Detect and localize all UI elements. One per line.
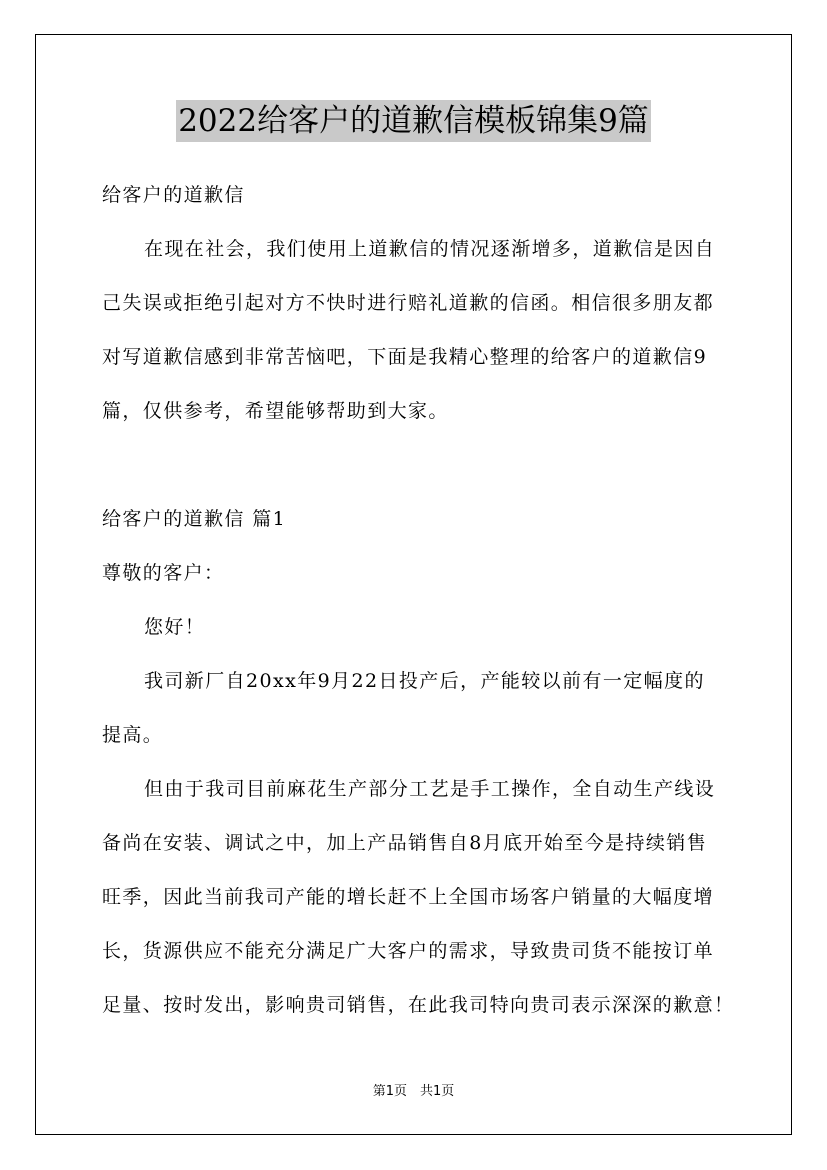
intro-line: 对写道歉信感到非常苦恼吧，下面是我精心整理的给客户的道歉信9 xyxy=(102,346,708,368)
intro-line: 在现在社会，我们使用上道歉信的情况逐渐增多，道歉信是因自 xyxy=(144,238,716,260)
intro-line: 己失误或拒绝引起对方不快时进行赔礼道歉的信函。相信很多朋友都 xyxy=(102,292,715,314)
letter-greeting: 您好！ xyxy=(144,616,206,638)
body-line: 长，货源供应不能充分满足广大客户的需求，导致贵司货不能按订单 xyxy=(102,940,715,962)
intro-line: 篇，仅供参考，希望能够帮助到大家。 xyxy=(102,400,449,422)
letter-heading: 给客户的道歉信 篇1 xyxy=(102,508,287,530)
body-line: 但由于我司目前麻花生产部分工艺是手工操作，全自动生产线设 xyxy=(144,778,716,800)
letter-salutation: 尊敬的客户： xyxy=(102,562,225,584)
document-title xyxy=(0,100,827,142)
body-line: 我司新厂自20xx年9月22日投产后，产能较以前有一定幅度的 xyxy=(144,670,705,692)
section-heading: 给客户的道歉信 xyxy=(102,184,245,206)
body-line: 足量、按时发出，影响贵司销售，在此我司特向贵司表示深深的歉意！ xyxy=(102,994,735,1016)
page-footer: 第1页 共1页 xyxy=(372,1084,455,1099)
body-line: 提高。 xyxy=(102,724,164,746)
body-line: 旺季，因此当前我司产能的增长赶不上全国市场客户销量的大幅度增 xyxy=(102,886,715,908)
body-line: 备尚在安装、调试之中，加上产品销售自8月底开始至今是持续销售 xyxy=(102,832,708,854)
document-title-text: 2022给客户的道歉信模板锦集9篇 xyxy=(176,100,651,142)
